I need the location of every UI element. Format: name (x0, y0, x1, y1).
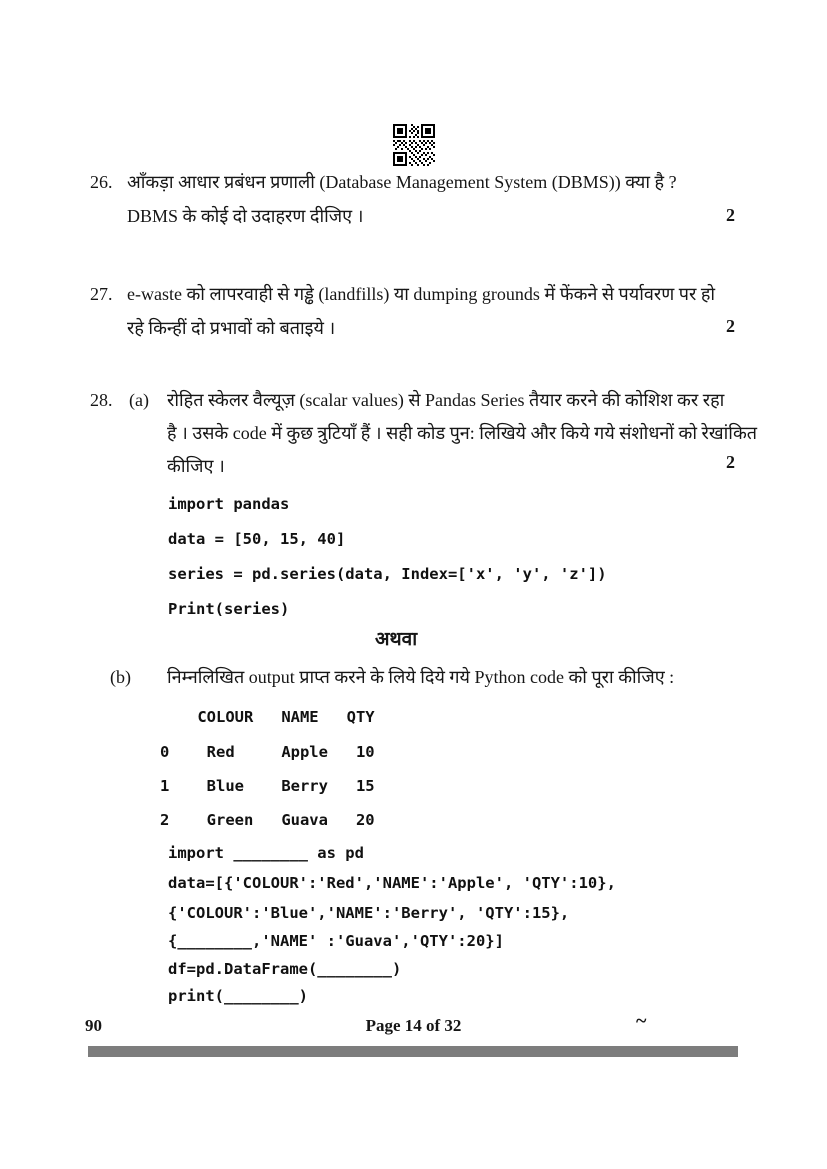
code-line: print(________) (168, 987, 308, 1005)
question-28b-intro: निम्नलिखित output प्राप्त करने के लिये दिये गये Python code को पूरा कीजिए : (167, 667, 675, 687)
question-28b-label: (b) (110, 667, 131, 687)
page-number: Page 14 of 32 (365, 1016, 462, 1035)
question-27-marks: 2 (726, 316, 735, 336)
question-28a-label: (a) (129, 390, 149, 410)
or-separator: अथवा (375, 629, 418, 650)
code-line: df=pd.DataFrame(________) (168, 960, 402, 978)
question-26-number: 26. (90, 172, 113, 192)
code-line: {________,'NAME' :'Guava','QTY':20}] (168, 932, 504, 950)
question-26-marks: 2 (726, 205, 735, 225)
question-28a-line: रोहित स्केलर वैल्यूज़ (scalar values) से Pandas Series तैयार करने की कोशिश कर रहा (167, 390, 725, 410)
question-26-line: DBMS के कोई दो उदाहरण दीजिए । (127, 206, 364, 226)
output-line: 2 Green Guava 20 (160, 811, 375, 829)
code-line: Print(series) (168, 600, 290, 618)
code-line: import ________ as pd (168, 844, 364, 862)
question-28a-line: कीजिए । (167, 456, 225, 476)
question-27-line: रहे किन्हीं दो प्रभावों को बताइये । (127, 318, 336, 338)
qr-code (393, 124, 435, 166)
code-line: data=[{'COLOUR':'Red','NAME':'Apple', 'QTY':10}, (168, 874, 616, 892)
question-28-number: 28. (90, 390, 113, 410)
output-line: 0 Red Apple 10 (160, 743, 375, 761)
code-line: data = [50, 15, 40] (168, 530, 346, 548)
code-line: series = pd.series(data, Index=['x', 'y', 'z']) (168, 565, 607, 583)
question-27-line: e-waste को लापरवाही से गड्ढे (landfills) या dumping grounds में फेंकने से पर्यावरण पर हो (127, 284, 716, 304)
question-28a-line: है । उसके code में कुछ त्रुटियाँ हैं । सही कोड पुन: लिखिये और किये गये संशोधनों को रेखांकित (167, 423, 758, 443)
output-line: 1 Blue Berry 15 (160, 777, 375, 795)
code-line: import pandas (168, 495, 290, 513)
question-28a-marks: 2 (726, 452, 735, 472)
code-line: {'COLOUR':'Blue','NAME':'Berry', 'QTY':15}, (168, 904, 570, 922)
question-26-line: आँकड़ा आधार प्रबंधन प्रणाली (Database Management System (DBMS)) क्या है ? (127, 172, 677, 192)
paper-code: 90 (85, 1016, 102, 1035)
output-line: COLOUR NAME QTY (160, 708, 375, 726)
footer-divider-bar (88, 1046, 738, 1057)
question-27-number: 27. (90, 284, 113, 304)
footer-tilde: ~ (636, 1010, 647, 1032)
